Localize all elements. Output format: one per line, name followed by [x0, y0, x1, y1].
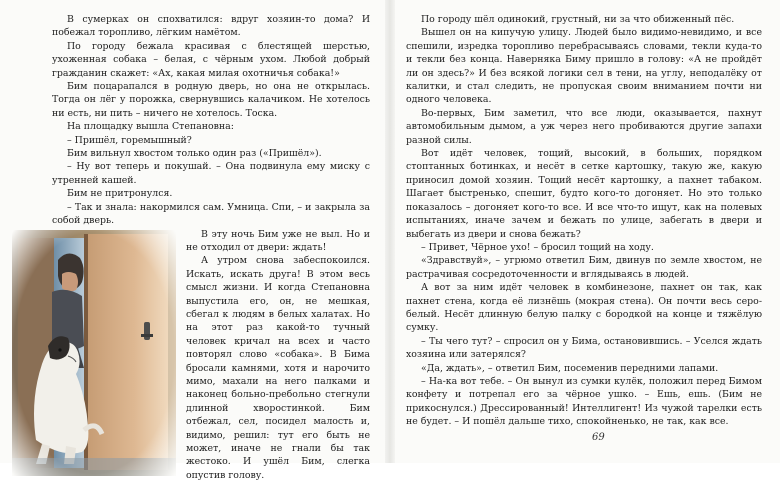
paragraph: Во-первых, Бим заметил, что все люди, оказывается, пахнут автомобильным дымом, а уж через него пробиваются другие запахи разной силы. [406, 107, 762, 147]
dialogue-line: – На-ка вот тебе. – Он вынул из сумки кулёк, положил перед Бимом конфету и потрепал его за чёрное ушко. – Ешь, ешь. (Бим не прикоснулся.) Дрессированный! Интеллигент! Из чужой тарелки есть не будет. – И пошёл дальше тихо, спокойненько, не так, как все. [406, 375, 762, 429]
illustrated-section [52, 228, 370, 482]
paragraph: Бим вильнул хвостом только один раз («Пришёл»). [52, 147, 370, 160]
paragraph: В эту ночь Бим уже не выл. Но и не отходил от двери: ждать! [52, 228, 370, 255]
paragraph: «Здравствуй», – угрюмо ответил Бим, двинув по земле хвостом, не растрачивая сосредоточенности и вглядываясь в людей. [406, 254, 762, 281]
paragraph: По городу шёл одинокий, грустный, ни за что обиженный пёс. [406, 13, 762, 26]
paragraph: Бим не притронулся. [52, 187, 370, 200]
paragraph: Вот идёт человек, тощий, высокий, в больших, порядком стоптанных ботинках, и несёт в сетке картошку, такую же, какую приносил домой хозяин. Тощий несёт картошку, а пахнет табаком. Шагает быстренько, спешит, будто кого-то догоняет. Но это только показалось – догоняет кого-то все. И все что-то ищут, как на полевых испытаниях, иначе зачем и бежать по улице, забегать в двери и выбегать из двери и снова бежать? [406, 147, 762, 241]
dialogue-line: – Так и знала: накормился сам. Умница. Спи, – и закрыла за собой дверь. [52, 201, 370, 228]
paragraph: На площадку вышла Степановна: [52, 120, 370, 133]
paragraph: По городу бежала красивая с блестящей шерстью, ухоженная собака – белая, с чёрным ухом. Любой добрый гражданин скажет: «Ах, какая милая охотничья собака!» [52, 40, 370, 80]
dialogue-line: – Пришёл, горемышный? [52, 134, 370, 147]
paragraph: А утром снова забеспокоился. Искать, искать друга! В этом весь смысл жизни. И когда Степановна выпустила его, он, не мешкая, сбегал к людям в белых халатах. Но на этот раз какой-то тучный человек кричал на всех и часто повторял слово «собака». В Бима бросали камнями, хотя и нарочито мимо, махали на него палками и наконец больно-пребольно стегнули длинной хворостинкой. Бим отбежал, сел, посидел малость и, видимо, решил: тут его быть не может, иначе не гнали бы так жестоко. И ушёл Бим, слегка опустив голову. [52, 254, 370, 482]
right-page [392, 0, 780, 463]
paragraph: Бим поцарапался в родную дверь, но она не открылась. Тогда он лёг у порожка, свернувшись калачиком. Не хотелось ни есть, ни пить – ничего не хотелось. Тоска. [52, 80, 370, 120]
paragraph: А вот за ним идёт человек в комбинезоне, пахнет он так, как пахнет стена, когда её лизнёшь (мокрая стена). Он почти весь серо-белый. Несёт длинную белую палку с бородкой на конце и тяжёлую сумку. [406, 281, 762, 335]
dialogue-line: – Привет, Чёрное ухо! – бросил тощий на ходу. [406, 241, 762, 254]
paragraph: В сумерках он спохватился: вдруг хозяин-то дома? И побежал торопливо, лёгким намётом. [52, 13, 370, 40]
left-page [0, 0, 388, 463]
dialogue-line: – Ну вот теперь и покушай. – Она подвинула ему миску с утренней кашей. [52, 160, 370, 187]
dialogue-line: – Ты чего тут? – спросил он у Бима, остановившись. – Уселся ждать хозяина или затерялся? [406, 335, 762, 362]
page-number: 69 [592, 432, 605, 443]
dog-at-door-illustration [12, 230, 176, 476]
paragraph: Вышел он на кипучую улицу. Людей было видимо-невидимо, и все спешили, изредка торопливо перебрасываясь словами, текли куда-то и текли без конца. Наверняка Биму пришло в голову: «А не пройдёт ли он здесь?» И без всякой логики сел в тени, на углу, неподалёку от калитки, и стал следить, не пропуская своим вниманием почти ни одного человека. [406, 26, 762, 106]
left-page-top-text [52, 13, 370, 228]
paragraph: «Да, ждать», – ответил Бим, посеменив передними лапами. [406, 362, 762, 375]
